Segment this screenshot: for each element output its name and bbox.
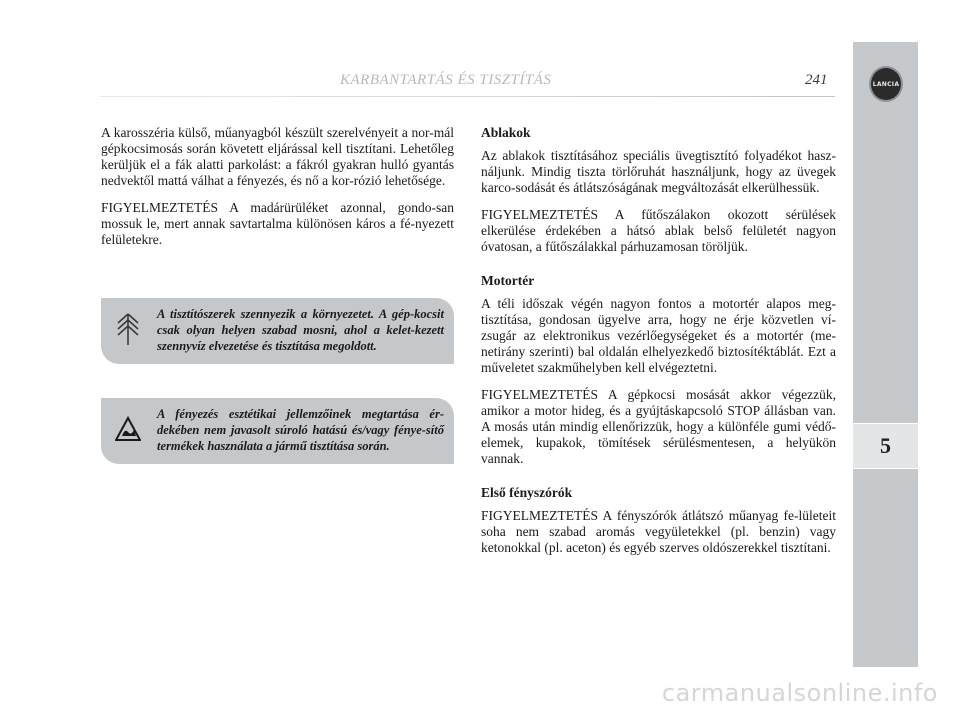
body-paragraph: A karosszéria külső, műanyagból készült szerelvényeit a nor-mál gépkocsimosás során követett eljárással kell tisztítani. Lehetőleg kerüljük el a fák alatti parkolást: a fákról gyakran hulló gyantás nedvektől mattá válhat a fényezés, és nő a kor-rózió lehetősége.	[101, 125, 454, 188]
logo-text: LANCIA	[872, 80, 900, 88]
header-rule	[100, 96, 835, 97]
warning-note	[101, 398, 454, 464]
tree-icon	[115, 312, 141, 346]
section-heading-windows: Ablakok	[481, 125, 531, 140]
running-header-title: KARBANTARTÁS ÉS TISZTÍTÁS	[340, 72, 552, 88]
environment-note-text: A tisztítószerek szennyezik a környezetet. A gép-kocsit csak olyan helyen szabad mosni, ahol a kelet-kezett szennyvíz elvezetése és tisztítása megoldott.	[157, 307, 444, 353]
section-heading-headlights: Első fényszórók	[481, 485, 573, 500]
body-paragraph: FIGYELMEZTETÉS A fűtőszálakon okozott sérülések elkerülése érdekében a hátsó ablak belső felületét nagyon óvatosan, a fűtőszálakkal párhuzamosan töröljük.	[481, 207, 836, 254]
body-paragraph: FIGYELMEZTETÉS A gépkocsi mosását akkor végezzük, amikor a motor hideg, és a gyújtáskapcsoló STOP állásban van. A mosás után mindig ellenőrizzük, hogy a különféle gumi védő-elemek, kupakok, tömítések sérülésmentesen, a helyükön vannak.	[481, 387, 836, 466]
body-paragraph: Az ablakok tisztításához speciális üvegtisztító folyadékot hasz-náljunk. Mindig tiszta törlőruhát használjunk, hogy az üvegek karco-sodását és átlátszóságának megváltozását elkerülhessük.	[481, 148, 836, 195]
environment-note	[101, 298, 454, 364]
chapter-sidebar	[853, 42, 918, 667]
watermark: carmanualsonline.info	[661, 679, 938, 707]
lancia-logo	[869, 66, 903, 102]
body-paragraph: A téli időszak végén nagyon fontos a motortér alapos meg-tisztítása, gondosan ügyelve arra, hogy ne érje közvetlen ví-zsugár az elektronikus vezérlőegységeket és a motortér (me-netirány szerinti) bal oldalán elhelyezkedő biztosítéktáblát. Ezt a műveletet szakműhelyben kell elvégeztetni.	[481, 296, 836, 375]
page-number: 241	[805, 72, 828, 88]
chapter-tab[interactable]: 5	[853, 423, 918, 469]
warning-note-text: A fényezés esztétikai jellemzőinek megtartása ér-dekében nem javasolt súroló hatású és/vagy fénye-sítő termékek használata a jármű tisztítása során.	[157, 407, 444, 453]
body-paragraph: FIGYELMEZTETÉS A madárürüléket azonnal, gondo-san mossuk le, mert annak savtartalma különösen káros a fé-nyezett felületekre.	[101, 200, 454, 247]
warning-triangle-icon	[115, 412, 141, 446]
right-column	[481, 125, 836, 567]
section-heading-engine: Motortér	[481, 273, 535, 288]
body-paragraph: FIGYELMEZTETÉS A fényszórók átlátszó műanyag fe-lületeit soha nem szabad aromás vegyületekkel (pl. benzin) vagy ketonokkal (pl. aceton) és egyéb szerves oldószerekkel tisztítani.	[481, 508, 836, 555]
left-column	[101, 125, 454, 259]
